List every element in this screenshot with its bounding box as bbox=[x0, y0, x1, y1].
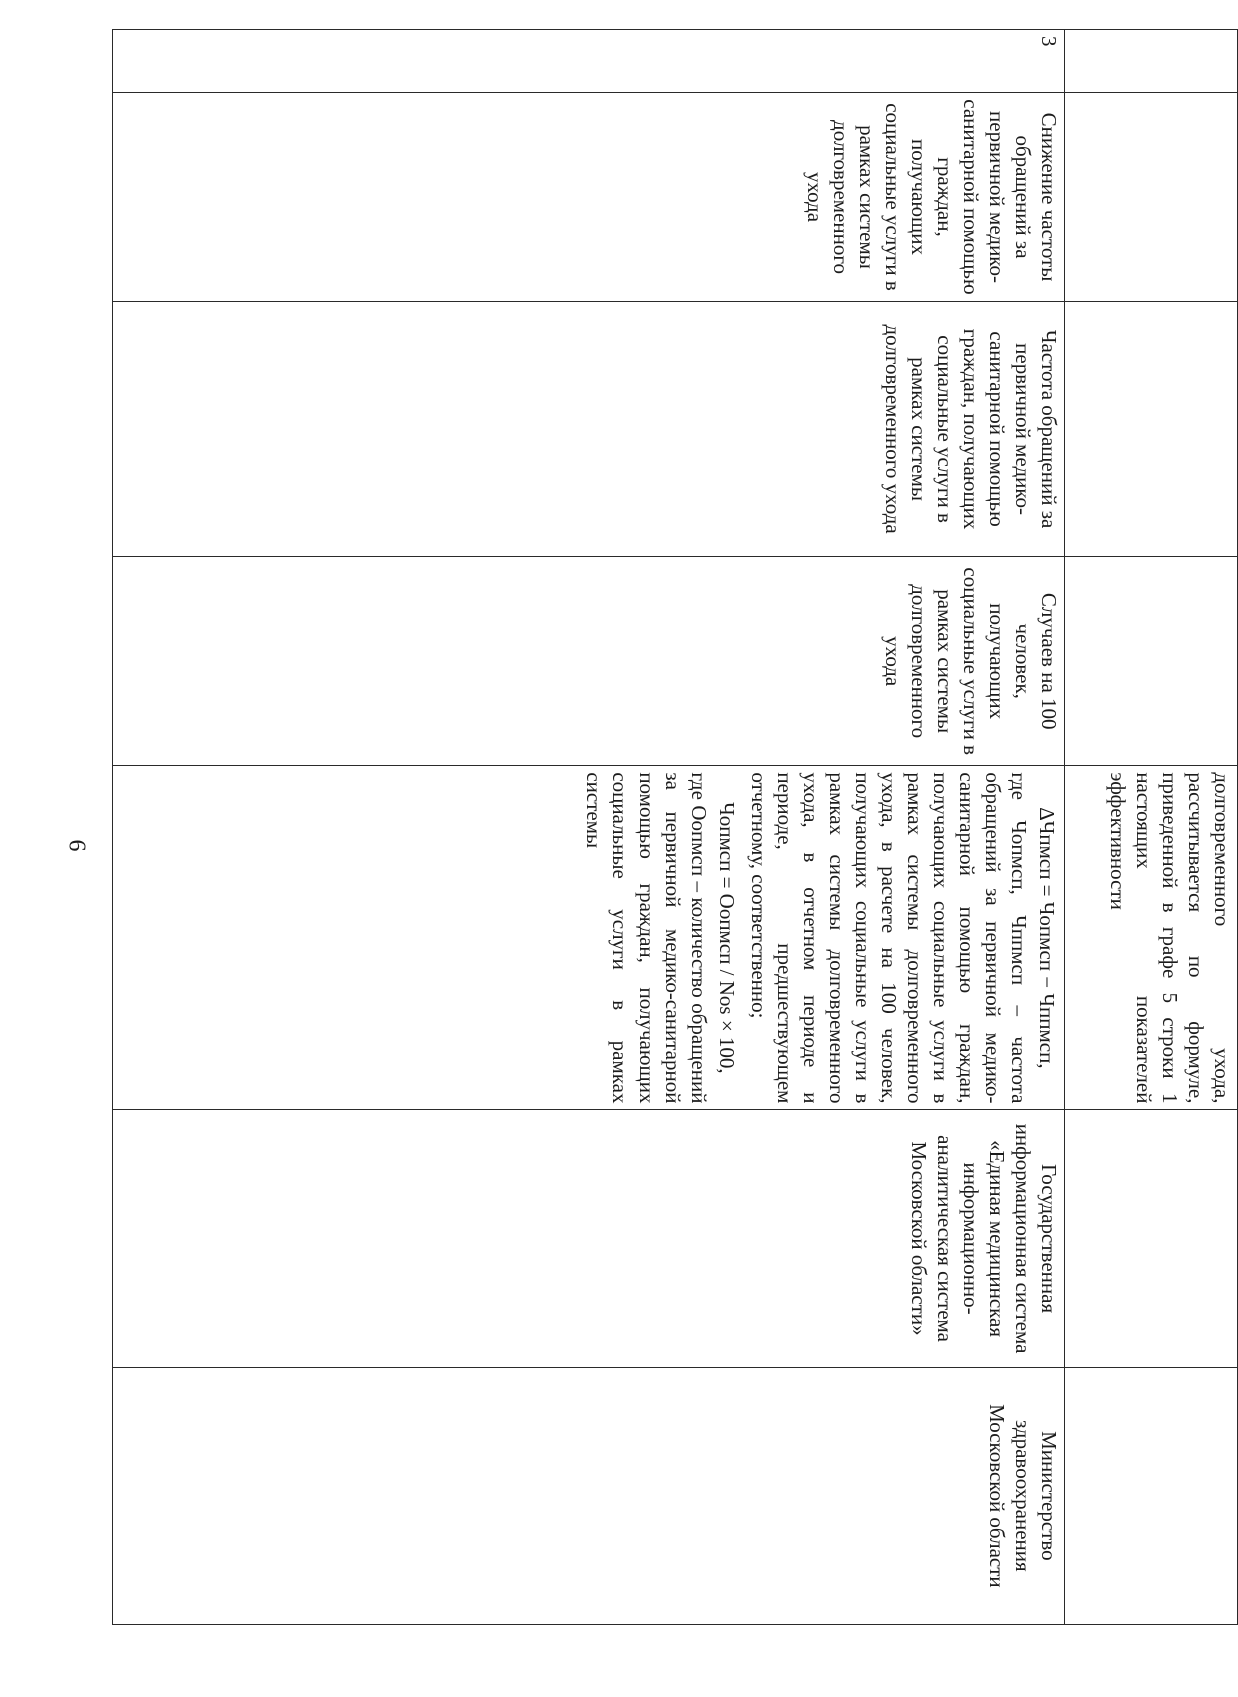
cell-empty bbox=[1065, 302, 1238, 557]
indicator-table bbox=[112, 29, 1238, 1625]
formula-delta-explanation: где Чопмсп, Чппмсп – частота обращений за первичной медико-санитарной помощью граждан, получающих социальные услуги в рамках системы долговременного ухода, в расчете на 100 человек, получающих социальные услуги в рамках системы долговременного ухода, в отчетном периоде и периоде, предшествующем отчетному, соответственно; bbox=[746, 772, 1031, 1104]
formula-delta: ΔЧпмсп = Чопмсп − Чппмсп, bbox=[1035, 807, 1059, 1069]
cell-indicator-name bbox=[113, 92, 1065, 301]
table-row bbox=[113, 30, 1065, 1625]
cell-indicator-definition bbox=[113, 302, 1065, 557]
cell-data-source bbox=[113, 1110, 1065, 1367]
page-number: 6 bbox=[63, 839, 90, 852]
cell-empty bbox=[1065, 92, 1238, 301]
table-row bbox=[1065, 30, 1238, 1625]
indicator-definition: Частота обращений за первичной медико-санитарной помощью граждан, получающих социальные услуги в рамках системы долговременного ухода bbox=[880, 324, 1061, 534]
unit-of-measure: Случаев на 100 человек, получающих социальные услуги в рамках системы долговременного ухода bbox=[880, 567, 1061, 755]
indicator-name: Снижение частоты обращений за первичной медико-санитарной помощью граждан, получающих социальные услуги в рамках системы долговременного ухода bbox=[802, 99, 1061, 295]
cell-empty bbox=[1065, 1367, 1238, 1624]
formula-frequency-explanation: где Оопмсп – количество обращений за первичной медико-санитарной помощью граждан, получающих социальные услуги в рамках системы bbox=[582, 772, 711, 1104]
formula-frequency: Чопмсп = Оопмсп / Nos × 100, bbox=[714, 802, 739, 1074]
cell-empty bbox=[1065, 557, 1238, 766]
cell-unit bbox=[113, 557, 1065, 766]
data-source: Государственная информационная система «Единая медицинская информационно-аналитическая система Московской области» bbox=[906, 1123, 1061, 1354]
cell-responsible-body bbox=[113, 1367, 1065, 1624]
cell-calculation-method bbox=[113, 766, 1065, 1110]
row-number: 3 bbox=[1037, 36, 1061, 47]
method-continuation-text: долговременного ухода, рассчитывается по формуле, приведенной в графе 5 строки 1 настоящих показателей эффективности bbox=[1105, 772, 1234, 1104]
cell-row-number bbox=[113, 30, 1065, 93]
responsible-body: Министерство здравоохранения Московской области bbox=[984, 1404, 1061, 1588]
cell-empty bbox=[1065, 30, 1238, 93]
cell-empty bbox=[1065, 1110, 1238, 1367]
rotated-table-sheet bbox=[0, 29, 1238, 1588]
cell-method-continuation bbox=[1065, 766, 1238, 1110]
